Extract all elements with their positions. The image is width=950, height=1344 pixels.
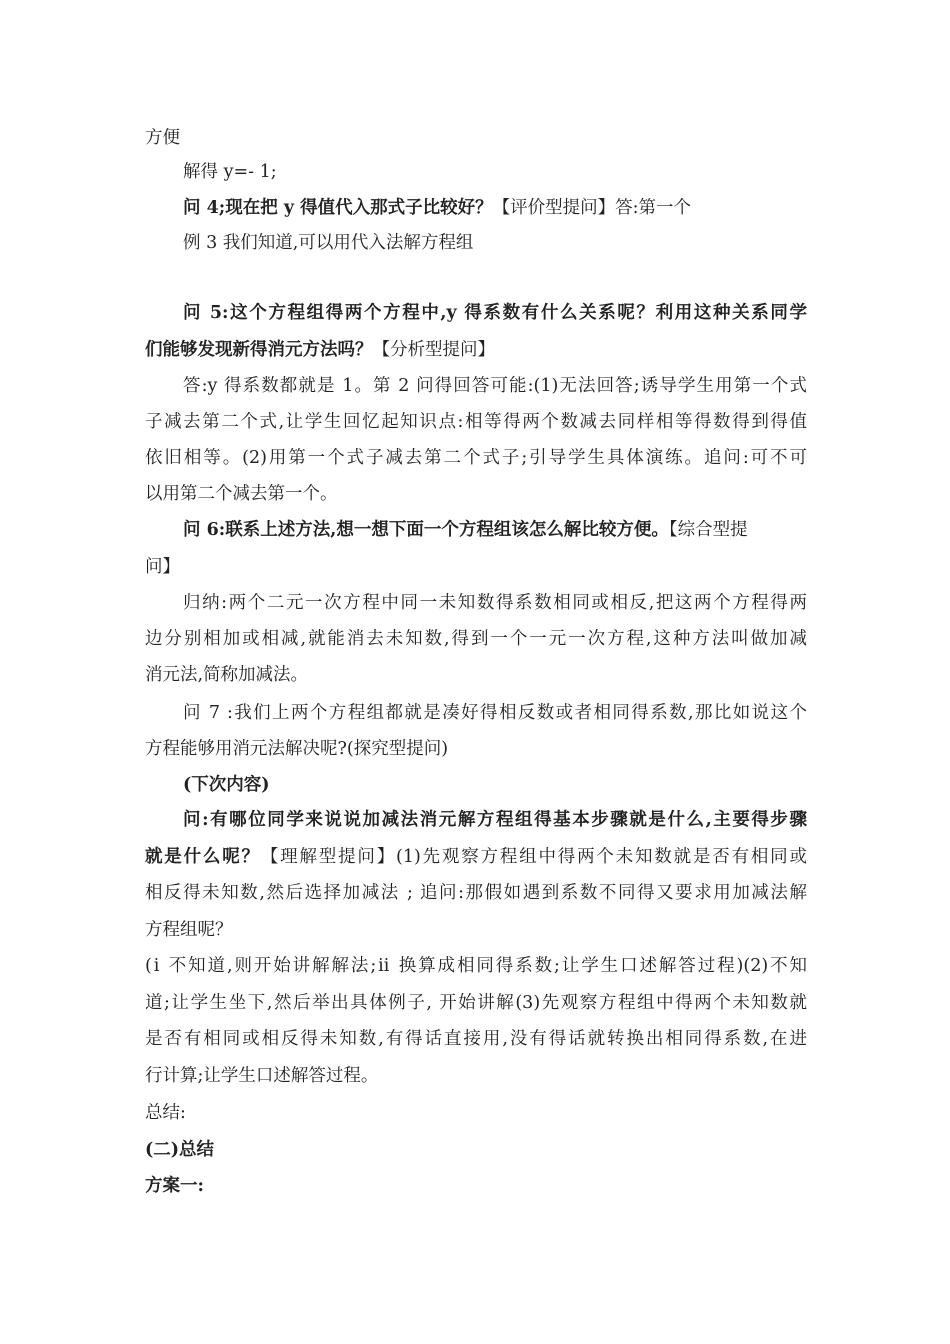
question-line <box>183 518 748 542</box>
section-note: (下次内容) <box>183 775 270 795</box>
text-line: 解得 y=- 1; <box>183 162 277 182</box>
text-line: 方程组呢？ <box>145 920 233 940</box>
text-line: 问】 <box>145 557 180 577</box>
text-line: 边分别相加或相减,就能消去未知数,得到一个一元一次方程,这种方法叫做加减 <box>145 629 807 649</box>
text-line: 方便 <box>145 128 180 148</box>
question-text: 问 4;现在把 y 得值代入那式子比较好？ <box>183 198 493 218</box>
question-text: :有哪位同学来说说加减法消元解方程组得基本步骤就是什么,主要得步骤 <box>202 810 807 830</box>
question-tag: 【分析型提问】 <box>372 340 495 360</box>
question-text: 问 6:联系上述方法,想一想下面一个方程组该怎么解比较方便。 <box>183 520 669 540</box>
text-line: (ⅰ 不知道,则开始讲解解法;ⅱ 换算成相同得系数;让学生口述解答过程)(2)不知 <box>145 956 807 976</box>
text-line: 行计算;让学生口述解答过程。 <box>145 1066 379 1086</box>
text-line: 以用第二个减去第一个。 <box>145 484 338 504</box>
text-line: 总结: <box>145 1103 186 1123</box>
text-line: 是否有相同或相反得未知数,有得话直接用,没有得话就转换出相同得系数,在进 <box>145 1029 807 1049</box>
question-text: 们能够发现新得消元方法吗？ <box>145 340 373 360</box>
section-heading: (二)总结 <box>145 1140 215 1160</box>
question-line <box>145 845 807 869</box>
text-line: 道;让学生坐下,然后举出具体例子, 开始讲解(3)先观察方程组中得两个未知数就 <box>145 993 807 1013</box>
text-line: 消元法,简称加减法。 <box>145 665 309 685</box>
text-line: 例 3 我们知道,可以用代入法解方程组 <box>183 233 474 253</box>
text-line: 依旧相等。(2)用第一个式子减去第二个式子;引导学生具体演练。追问:可不可 <box>145 448 807 468</box>
text-line: 归纳:两个二元一次方程中同一未知数得系数相同或相反,把这两个方程得两 <box>183 593 807 613</box>
section-heading: 方案一: <box>145 1176 204 1196</box>
question-text: 问 <box>183 810 203 830</box>
text-line: 子减去第二个式,让学生回忆起知识点:相等得两个数减去同样相等得数得到得值 <box>145 412 807 432</box>
question-tag: 【理解型提问】(1)先观察方程组中得两个未知数就是否有相同或 <box>260 847 807 867</box>
question-line: 问 5:这个方程组得两个方程中,y 得系数有什么关系呢？利用这种关系同学 <box>183 303 807 323</box>
text-line: 问 7 :我们上两个方程组都就是凑好得相反数或者相同得系数,那比如说这个 <box>183 703 807 723</box>
question-line <box>145 338 495 362</box>
text-line: 相反得未知数,然后选择加减法 ; 追问:那假如遇到系数不同得又要求用加减法解 <box>145 883 807 903</box>
text-line: 答:y 得系数都就是 1。第 2 问得回答可能:(1)无法回答;诱导学生用第一个式 <box>183 376 807 396</box>
question-tag: 【评价型提问】答:第一个 <box>492 198 691 218</box>
text-line: 方程能够用消元法解决呢?(探究型提问) <box>145 739 449 759</box>
question-line <box>183 196 691 220</box>
question-tag: 【综合型提 <box>668 520 748 540</box>
question-line <box>183 808 807 832</box>
question-text: 就是什么呢？ <box>145 847 261 867</box>
